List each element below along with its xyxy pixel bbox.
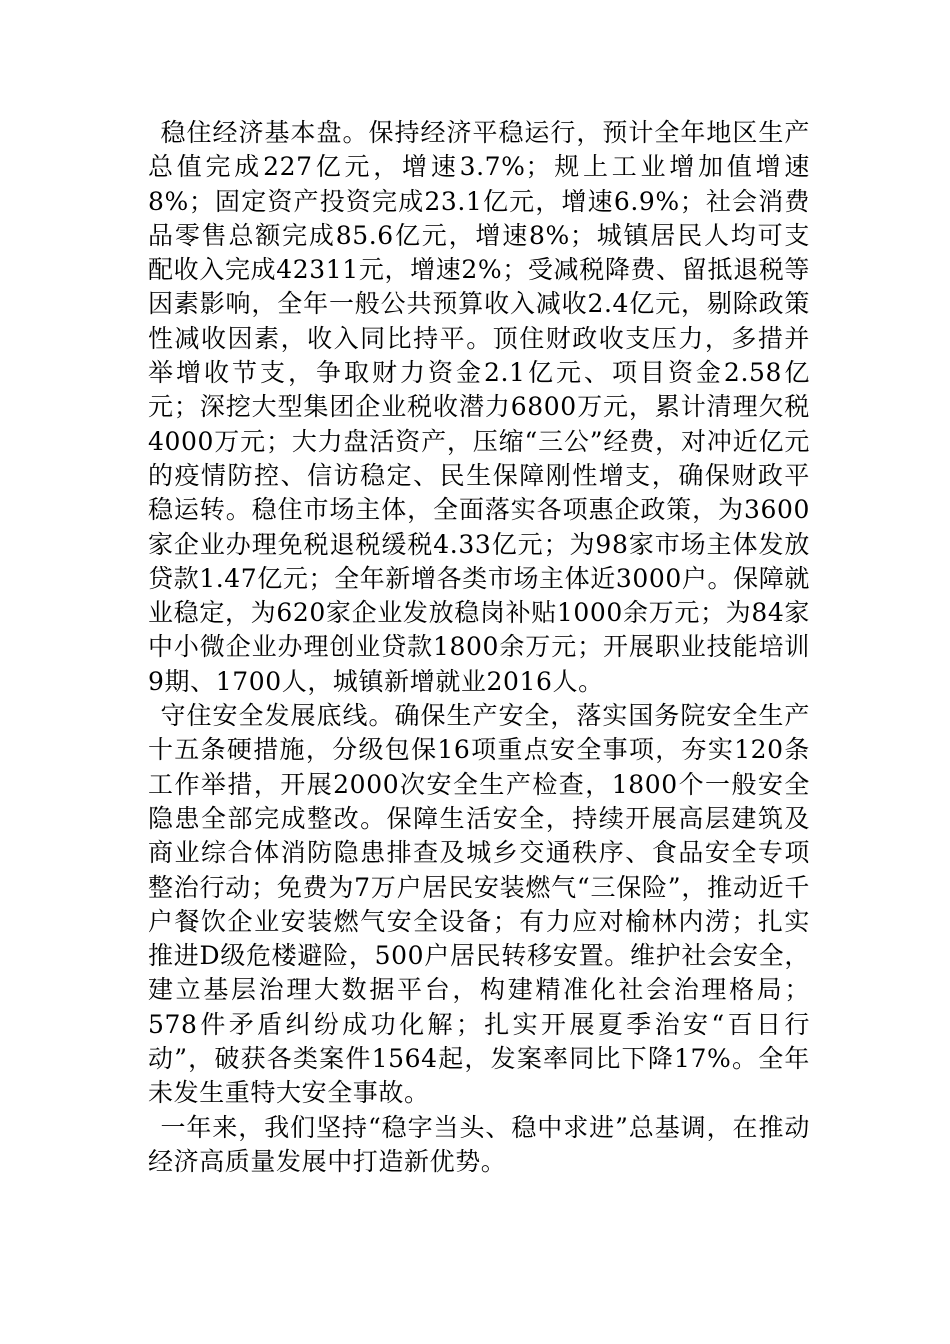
paragraph-economy: 稳住经济基本盘。保持经济平稳运行，预计全年地区生产总值完成227亿元，增速3.7%；规上工业增加值增速8%；固定资产投资完成23.1亿元，增速6.9%；社会消费品零售总额完成85.6亿元，增速8%；城镇居民人均可支配收入完成42311元，增速2%；受减税降费、留抵退税等因素影响，全年一般公共预算收入减收2.4亿元，剔除政策性减收因素，收入同比持平。顶住财政收支压力，多措并举增收节支，争取财力资金2.1亿元、项目资金2.58亿元；深挖大型集团企业税收潜力6800万元，累计清理欠税4000万元；大力盘活资产，压缩“三公”经费，对冲近亿元的疫情防控、信访稳定、民生保障刚性增支，确保财政平稳运转。稳住市场主体，全面落实各项惠企政策，为3600家企业办理免税退税缓税4.33亿元；为98家市场主体发放贷款1.47亿元；全年新增各类市场主体近3000户。保障就业稳定，为620家企业发放稳岗补贴1000余万元；为84家中小微企业办理创业贷款1800余万元；开展职业技能培训9期、1700人，城镇新增就业2016人。	[148, 118, 810, 696]
paragraph-summary: 一年来，我们坚持“稳字当头、稳中求进”总基调，在推动经济高质量发展中打造新优势。	[148, 1112, 810, 1176]
paragraph-safety: 守住安全发展底线。确保生产安全，落实国务院安全生产十五条硬措施，分级包保16项重点安全事项，夯实120条工作举措，开展2000次安全生产检查，1800个一般安全隐患全部完成整改。保障生活安全，持续开展高层建筑及商业综合体消防隐患排查及城乡交通秩序、食品安全专项整治行动；免费为7万户居民安装燃气“三保险”，推动近千户餐饮企业安装燃气安全设备；有力应对榆林内涝；扎实推进D级危楼避险，500户居民转移安置。维护社会安全，建立基层治理大数据平台，构建精准化社会治理格局；578件矛盾纠纷成功化解；扎实开展夏季治安“百日行动”，破获各类案件1564起，发案率同比下降17%。全年未发生重特大安全事故。	[148, 701, 810, 1108]
document-body	[148, 116, 810, 1179]
